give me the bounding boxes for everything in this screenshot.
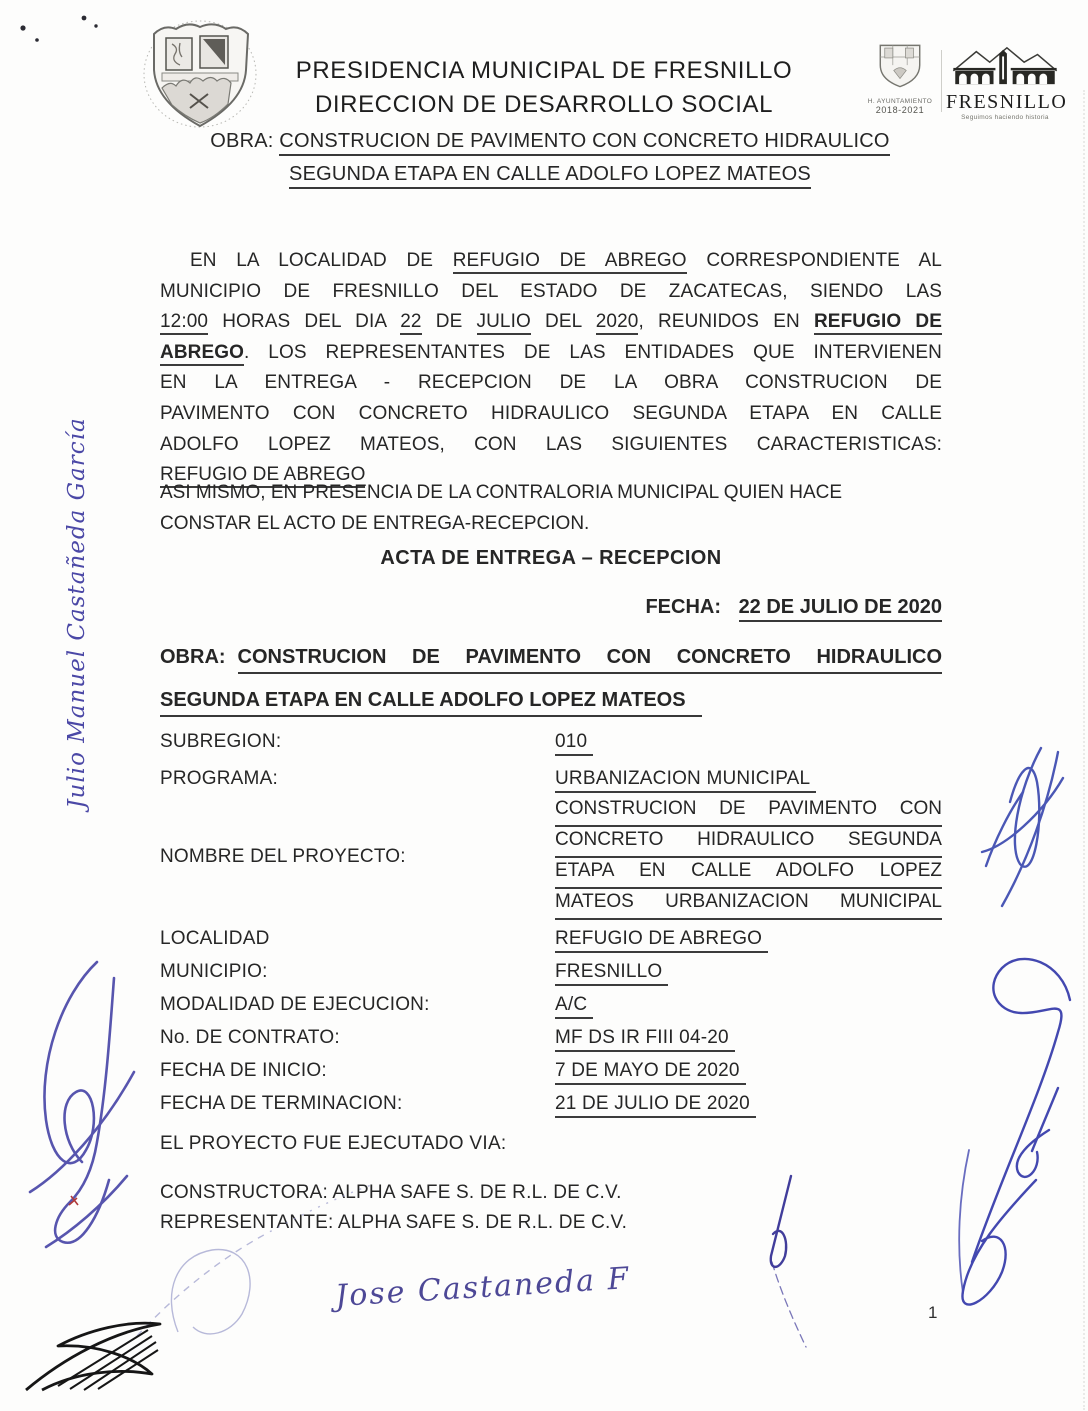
representante-line <box>160 1212 627 1234</box>
field-row-fecha-inicio <box>160 1060 942 1082</box>
field-row-fecha-terminacion <box>160 1093 942 1115</box>
field-value: 7 DE MAYO DE 2020 <box>555 1060 746 1085</box>
field-label: MODALIDAD DE EJECUCION: <box>160 994 430 1015</box>
ayuntamiento-label: H. AYUNTAMIENTO <box>867 98 933 105</box>
handwriting-bottom-name: Jose Castaneda F <box>334 1261 632 1314</box>
text-run: PAVIMENTO CON CONCRETO HIDRAULICO SEGUNDA ETAPA EN CALLE <box>160 402 942 424</box>
obra-prefix: OBRA: <box>210 130 274 152</box>
paragraph-line: CONSTAR EL ACTO DE ENTREGA-RECEPCION. <box>160 513 590 534</box>
field-value: A/C <box>555 994 593 1019</box>
field-row-subregion <box>160 731 942 753</box>
signature-mid-stroke <box>771 1176 806 1347</box>
underlined-year: 2020 <box>596 311 639 335</box>
field-label: PROGRAMA: <box>160 768 278 789</box>
paragraph-line <box>160 246 942 277</box>
ayuntamiento-seal <box>864 40 936 115</box>
header-obra-line1 <box>150 130 950 153</box>
field-row-modalidad <box>160 994 942 1016</box>
field-row-localidad <box>160 928 942 950</box>
field-label: MUNICIPIO: <box>160 961 268 982</box>
field-value: MF DS IR FIII 04-20 <box>555 1027 735 1052</box>
paragraph-line <box>160 338 942 369</box>
fecha-line <box>160 596 942 619</box>
ayuntamiento-years: 2018-2021 <box>875 105 925 115</box>
underlined-time: 12:00 <box>160 311 208 335</box>
signature-red-mark <box>69 1196 78 1205</box>
field-row-contrato <box>160 1027 942 1049</box>
project-name-line: MATEOS URBANIZACION MUNICIPAL <box>555 892 942 920</box>
signature-faint-curls <box>137 1184 374 1336</box>
project-name-line: CONCRETO HIDRAULICO SEGUNDA <box>555 830 942 858</box>
field-label: LOCALIDAD <box>160 928 270 949</box>
constructora-value: ALPHA SAFE S. DE R.L. DE C.V. <box>332 1182 622 1203</box>
obra-name-part2: SEGUNDA ETAPA EN CALLE ADOLFO LOPEZ MATEOS <box>289 163 811 189</box>
signature-black-scribble <box>26 1323 160 1390</box>
field-label: SUBREGION: <box>160 731 282 752</box>
logo-divider <box>941 50 942 112</box>
field-value: REFUGIO DE ABREGO <box>555 928 768 953</box>
text-run: ADOLFO LOPEZ MATEOS, CON LAS SIGUIENTES CARACTERISTICAS: <box>160 433 942 455</box>
project-name-line: ETAPA EN CALLE ADOLFO LOPEZ <box>555 861 942 889</box>
paragraph-line <box>160 277 942 308</box>
paragraph-line: ASI MISMO, EN PRESENCIA DE LA CONTRALORIA MUNICIPAL QUIEN HACE <box>160 482 843 503</box>
intro-paragraph <box>160 246 942 491</box>
obra-value-part1: CONSTRUCION DE PAVIMENTO CON CONCRETO HIDRAULICO <box>238 646 942 674</box>
scan-edge-artifact <box>1083 90 1087 1410</box>
signature-right-upper <box>982 748 1063 906</box>
underlined-month: JULIO <box>477 311 531 335</box>
acta-heading: ACTA DE ENTREGA – RECEPCION <box>380 547 722 569</box>
field-label: FECHA DE TERMINACION: <box>160 1093 403 1114</box>
text-run: HORAS DEL DIA <box>208 311 401 333</box>
field-value: FRESNILLO <box>555 961 668 986</box>
representante-label: REPRESENTANTE: <box>160 1212 334 1233</box>
ejecutado-line: EL PROYECTO FUE EJECUTADO VIA: <box>160 1133 507 1154</box>
obra-name-part1: CONSTRUCION DE PAVIMENTO CON CONCRETO HIDRAULICO <box>279 130 889 156</box>
paragraph-line <box>160 430 942 461</box>
fresnillo-skyline-icon <box>949 44 1061 88</box>
underlined-locality: REFUGIO DE <box>814 311 942 335</box>
page-number: 1 <box>928 1303 938 1322</box>
field-row-municipio <box>160 961 942 983</box>
text-run: EN LA LOCALIDAD DE <box>190 250 453 271</box>
signature-left-lower <box>30 962 134 1247</box>
text-run: DE <box>421 311 477 333</box>
underlined-locality: REFUGIO DE ABREGO <box>453 250 687 274</box>
text-run: MUNICIPIO DE FRESNILLO DEL ESTADO DE ZACATECAS, SIENDO LAS <box>160 280 942 302</box>
paragraph-line <box>160 368 942 399</box>
handwriting-left-margin-name: Julio Manuel Castañeda García <box>64 417 90 809</box>
contraloria-paragraph <box>160 477 942 539</box>
field-label-nombre-proyecto: NOMBRE DEL PROYECTO: <box>160 846 406 867</box>
signature-right-lower <box>959 959 1070 1305</box>
header-titles <box>194 54 894 122</box>
paragraph-line <box>160 399 942 430</box>
project-name-line: CONSTRUCION DE PAVIMENTO CON <box>555 799 942 827</box>
field-value: 010 <box>555 731 593 756</box>
text-run: EN LA ENTREGA - RECEPCION DE LA OBRA CONSTRUCION DE <box>160 372 942 394</box>
text-run: CORRESPONDIENTE AL <box>686 250 942 271</box>
obra-value-part2: SEGUNDA ETAPA EN CALLE ADOLFO LOPEZ MATEOS <box>160 689 702 717</box>
page-title: PRESIDENCIA MUNICIPAL DE FRESNILLO <box>295 57 793 84</box>
fresnillo-logo <box>946 44 1068 121</box>
field-label: FECHA DE INICIO: <box>160 1060 327 1081</box>
fresnillo-wordmark: FRESNILLO <box>946 91 1068 113</box>
underlined-day: 22 <box>400 311 421 335</box>
paragraph-line <box>160 307 942 338</box>
underlined-locality: ABREGO <box>160 342 244 366</box>
constructora-line <box>160 1182 622 1204</box>
field-value-nombre-proyecto <box>555 799 942 923</box>
field-value: 21 DE JULIO DE 2020 <box>555 1093 756 1118</box>
text-run: . LOS REPRESENTANTES DE LAS ENTIDADES QUE INTERVIENEN <box>244 341 942 363</box>
ayuntamiento-shield-icon <box>874 40 926 92</box>
subtitle: DIRECCION DE DESARROLLO SOCIAL <box>314 91 774 118</box>
representante-value: ALPHA SAFE S. DE R.L. DE C.V. <box>337 1212 628 1233</box>
obra-line1 <box>160 646 942 674</box>
underlined-locality: REFUGIO DE ABREGO <box>160 464 365 488</box>
field-row-programa <box>160 768 942 790</box>
obra-section <box>160 646 942 717</box>
field-value: URBANIZACION MUNICIPAL <box>555 768 816 793</box>
text-run: , REUNIDOS EN <box>638 311 814 333</box>
header-obra-line2 <box>150 163 950 186</box>
fecha-value: 22 DE JULIO DE 2020 <box>739 596 942 622</box>
field-label: No. DE CONTRATO: <box>160 1027 340 1048</box>
obra-label: OBRA: <box>160 646 226 668</box>
obra-line2 <box>160 689 942 717</box>
ink-dots-icon <box>20 16 97 42</box>
fecha-label: FECHA: <box>645 596 721 618</box>
fresnillo-tagline: Seguimos haciendo historia <box>961 114 1049 121</box>
text-run: DEL <box>530 311 596 333</box>
constructora-label: CONSTRUCTORA: <box>160 1182 328 1203</box>
